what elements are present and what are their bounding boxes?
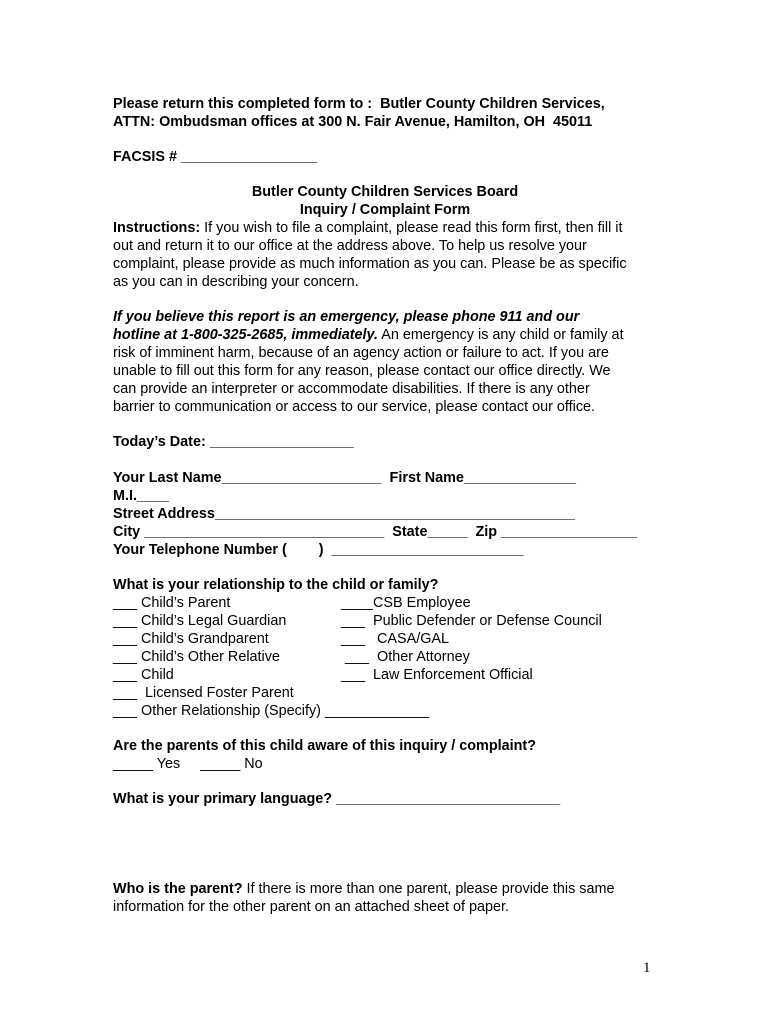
emergency-line-2 bbox=[113, 326, 624, 344]
emergency-line-1: If you believe this report is an emergency, please phone 911 and our bbox=[113, 309, 580, 325]
relationship-option-grandparent[interactable]: ___ Child’s Grandparent bbox=[113, 631, 269, 647]
relationship-option-foster-parent[interactable]: ___ Licensed Foster Parent bbox=[113, 685, 294, 701]
instructions-line-1 bbox=[113, 219, 622, 237]
relationship-option-parent[interactable]: ___ Child’s Parent bbox=[113, 595, 231, 611]
relationship-option-public-defender[interactable]: ___ Public Defender or Defense Council bbox=[341, 613, 602, 629]
relationship-option-legal-guardian[interactable]: ___ Child’s Legal Guardian bbox=[113, 613, 287, 629]
emergency-line-3: risk of imminent harm, because of an agency action or failure to act. If you are bbox=[113, 345, 609, 361]
facsis-field[interactable]: FACSIS # _________________ bbox=[113, 149, 318, 165]
instructions-label: Instructions: bbox=[113, 220, 201, 236]
emergency-line-5: can provide an interpreter or accommodate disabilities. If there is any other bbox=[113, 381, 590, 397]
emergency-line-6: barrier to communication or access to our service, please contact our office. bbox=[113, 399, 596, 415]
relationship-option-other-relative[interactable]: ___ Child’s Other Relative bbox=[113, 649, 280, 665]
middle-initial-field[interactable]: M.I.____ bbox=[113, 488, 169, 504]
parents-aware-question: Are the parents of this child aware of this inquiry / complaint? bbox=[113, 738, 536, 754]
who-is-parent-label: Who is the parent? bbox=[113, 881, 243, 897]
instructions-text: If you wish to file a complaint, please read this form first, then fill it bbox=[200, 220, 623, 236]
todays-date-field[interactable]: Today’s Date: __________________ bbox=[113, 434, 354, 450]
street-address-field[interactable]: Street Address_____________________________________________ bbox=[113, 506, 575, 522]
relationship-option-csb-employee[interactable]: ____CSB Employee bbox=[341, 595, 471, 611]
return-address-line-2: ATTN: Ombudsman offices at 300 N. Fair Avenue, Hamilton, OH 45011 bbox=[113, 114, 593, 130]
who-is-parent-text: If there is more than one parent, please provide this same bbox=[242, 881, 615, 897]
form-title: Butler County Children Services Board bbox=[251, 184, 519, 200]
form-subtitle: Inquiry / Complaint Form bbox=[299, 202, 471, 218]
primary-language-field[interactable]: What is your primary language? ____________________________ bbox=[113, 791, 561, 807]
instructions-line-2: out and return it to our office at the address above. To help us resolve your bbox=[113, 238, 587, 254]
relationship-option-other-attorney[interactable]: ___ Other Attorney bbox=[341, 649, 470, 665]
relationship-option-other[interactable]: ___ Other Relationship (Specify) _____________ bbox=[113, 703, 430, 719]
who-is-parent-line-2: information for the other parent on an attached sheet of paper. bbox=[113, 899, 510, 915]
who-is-parent-line-1 bbox=[113, 880, 615, 898]
instructions-line-4: as you can in describing your concern. bbox=[113, 274, 359, 290]
relationship-option-child[interactable]: ___ Child bbox=[113, 667, 174, 683]
instructions-line-3: complaint, please provide as much information as you can. Please be as specific bbox=[113, 256, 627, 272]
parents-aware-options[interactable]: _____ Yes _____ No bbox=[113, 756, 263, 772]
relationship-option-law-enforcement[interactable]: ___ Law Enforcement Official bbox=[341, 667, 533, 683]
city-state-zip-field[interactable]: City ______________________________ State_____ Zip _________________ bbox=[113, 524, 638, 540]
telephone-field[interactable]: Your Telephone Number ( ) ________________________ bbox=[113, 542, 524, 558]
emergency-line-4: unable to fill out this form for any reason, please contact our office directly. We bbox=[113, 363, 611, 379]
relationship-question: What is your relationship to the child or family? bbox=[113, 577, 439, 593]
emergency-hotline: hotline at 1-800-325-2685, immediately. bbox=[113, 327, 379, 343]
name-field[interactable]: Your Last Name____________________ First Name______________ bbox=[113, 470, 576, 486]
relationship-option-casa-gal[interactable]: ___ CASA/GAL bbox=[341, 631, 449, 647]
return-address-line-1: Please return this completed form to : Butler County Children Services, bbox=[113, 96, 605, 112]
page-number: 1 bbox=[643, 960, 651, 976]
emergency-text: An emergency is any child or family at bbox=[378, 327, 624, 343]
